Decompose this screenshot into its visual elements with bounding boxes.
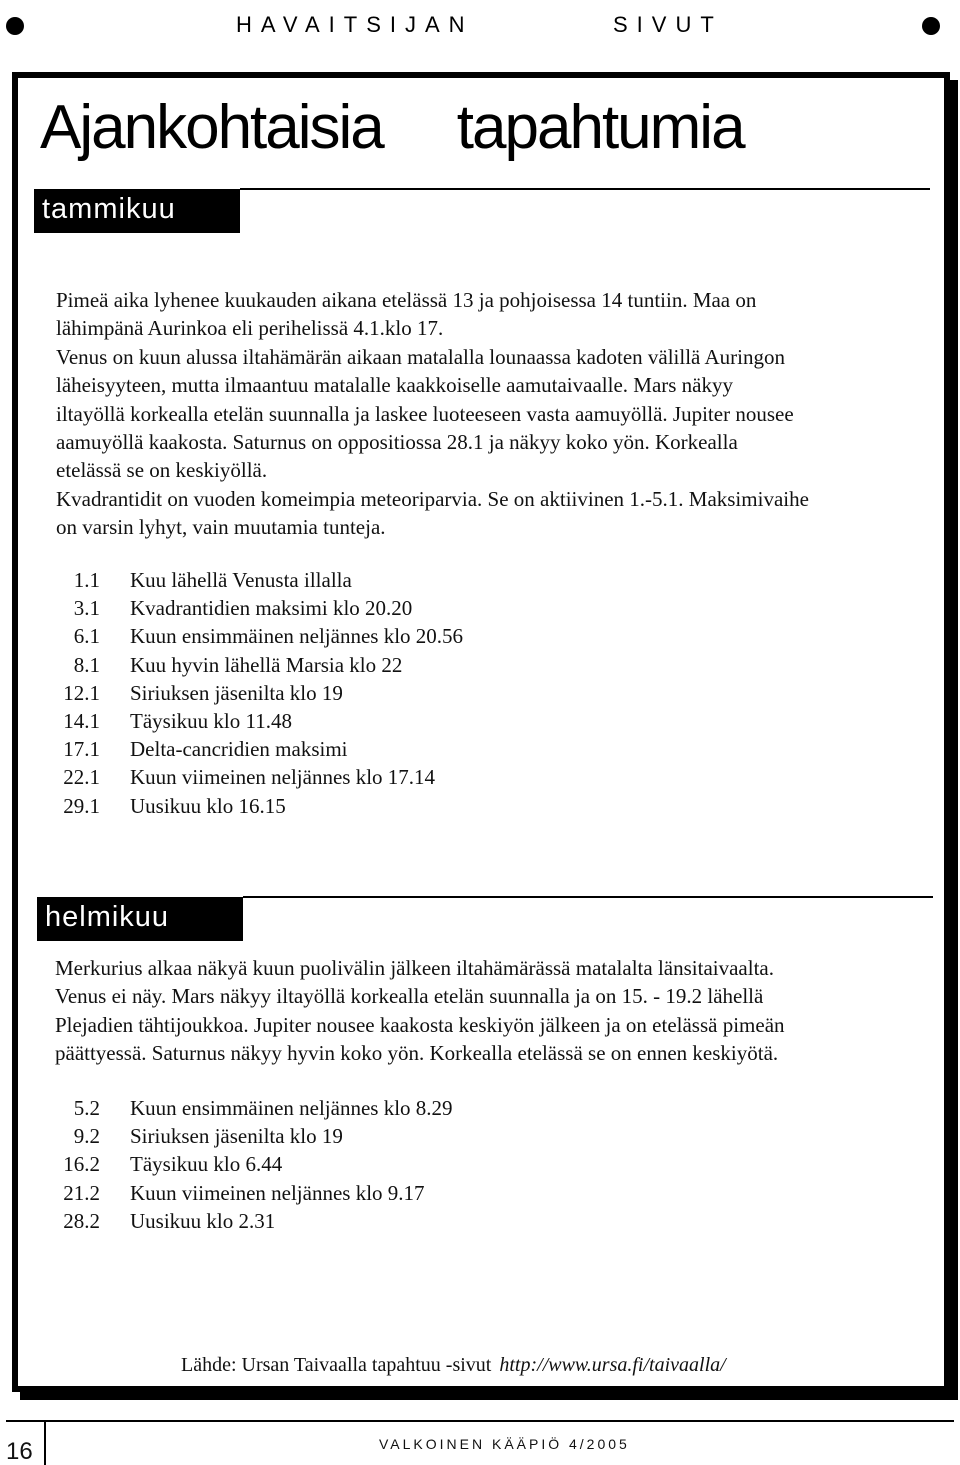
paragraph-line: Kvadrantidit on vuoden komeimpia meteoriparvia. Se on aktiivinen 1.-5.1. Maksimivaihe: [56, 486, 809, 511]
magazine-name: VALKOINEN KÄÄPIÖ 4/2005: [379, 1436, 630, 1452]
bullet-icon: [922, 17, 940, 35]
paragraph-line: Plejadien tähtijoukkoa. Jupiter nousee kaakosta keskiyön jälkeen ja on etelässä pimeän: [55, 1012, 785, 1037]
paragraph-line: aamuyöllä kaakosta. Saturnus on oppositiossa 28.1 ja näkyy koko yön. Korkealla: [56, 430, 738, 455]
event-date: 17.1: [63, 737, 100, 762]
event-date: 12.1: [63, 680, 100, 705]
list-item: [54, 1179, 453, 1207]
event-date: 21.2: [63, 1180, 100, 1205]
event-text: Delta-cancridien maksimi: [130, 737, 348, 762]
list-item: [54, 1207, 453, 1235]
header-right-word: SIVUT: [613, 12, 723, 37]
event-date: 28.2: [63, 1208, 100, 1233]
list-item: [54, 651, 463, 679]
event-date: 6.1: [73, 624, 100, 649]
paragraph-line: etelässä se on keskiyöllä.: [56, 458, 268, 483]
paragraph-line: Venus on kuun alussa iltahämärän aikaan matalalla lounaassa kadoten välillä Auringon: [56, 344, 785, 369]
paragraph-line: on varsin lyhyt, vain muutamia tunteja.: [56, 515, 386, 540]
source-label: Lähde: Ursan Taivaalla tapahtuu -sivut: [181, 1354, 492, 1376]
event-date: 1.1: [73, 568, 100, 592]
list-item: [54, 707, 463, 735]
list-item: [54, 1094, 453, 1122]
list-item: [54, 622, 463, 650]
event-date: 16.2: [63, 1152, 100, 1177]
header-left-word: HAVAITSIJAN: [236, 12, 474, 37]
page-number-divider: [44, 1422, 46, 1465]
paragraph-line: Pimeä aika lyhenee kuukauden aikana etelässä 13 ja pohjoisessa 14 tuntiin. Maa on: [56, 288, 757, 312]
event-date: 5.2: [73, 1096, 100, 1120]
event-date: 22.1: [63, 765, 100, 790]
february-event-list: [54, 1094, 453, 1235]
paragraph-line: päättyessä. Saturnus näkyy hyvin koko yön. Korkealla etelässä se on ennen keskiyötä.: [55, 1041, 779, 1066]
list-item: [54, 594, 463, 622]
event-date: 8.1: [73, 652, 100, 677]
event-text: Täysikuu klo 11.48: [130, 709, 292, 734]
list-item: [54, 763, 463, 791]
january-paragraph: [56, 286, 936, 542]
february-paragraph: [55, 954, 941, 1068]
page-number: 16: [6, 1438, 33, 1465]
article-frame: [12, 72, 950, 1392]
event-date: 9.2: [73, 1124, 100, 1149]
event-text: Täysikuu klo 6.44: [130, 1152, 283, 1177]
event-text: Siriuksen jäsenilta klo 19: [130, 1124, 343, 1149]
list-item: [54, 1122, 453, 1150]
page-title: [40, 92, 744, 163]
event-text: Uusikuu klo 16.15: [130, 793, 286, 818]
section-heading-february: helmikuu: [37, 897, 243, 941]
title-word-1: Ajankohtaisia: [40, 93, 383, 162]
paragraph-line: läheisyyteen, mutta ilmaantuu matalalle kaakkoiselle aamutaivaalle. Mars näkyy: [56, 373, 734, 398]
list-item: [54, 1150, 453, 1178]
article-body: [16, 76, 946, 1388]
footer-rule: [6, 1420, 954, 1422]
list-item: [54, 735, 463, 763]
section-rule: [240, 188, 930, 190]
list-item: [54, 792, 463, 820]
section-rule: [243, 896, 933, 898]
list-item: [54, 679, 463, 707]
january-event-list: [54, 566, 463, 820]
event-text: Siriuksen jäsenilta klo 19: [130, 680, 343, 705]
event-text: Uusikuu klo 2.31: [130, 1208, 276, 1233]
paragraph-line: Venus ei näy. Mars näkyy iltayöllä korkealla etelän suunnalla ja on 15. - 19.2 lähellä: [55, 984, 764, 1009]
list-item: [54, 566, 463, 594]
event-text: Kuun viimeinen neljännes klo 17.14: [130, 765, 436, 790]
event-text: Kuu hyvin lähellä Marsia klo 22: [130, 652, 403, 677]
event-text: Kuun viimeinen neljännes klo 9.17: [130, 1180, 425, 1205]
paragraph-line: Merkurius alkaa näkyä kuun puolivälin jälkeen iltahämärässä matalalta länsitaivaalta.: [55, 956, 774, 980]
title-word-2: tapahtumia: [456, 93, 744, 162]
paragraph-line: lähimpänä Aurinkoa eli perihelissä 4.1.klo 17.: [56, 316, 444, 341]
event-date: 14.1: [63, 709, 100, 734]
event-text: Kuun ensimmäinen neljännes klo 20.56: [130, 624, 464, 649]
event-date: 29.1: [63, 793, 100, 818]
bullet-icon: [6, 17, 24, 35]
section-heading-january: tammikuu: [34, 189, 240, 233]
source-credit: [181, 1354, 726, 1377]
event-date: 3.1: [73, 596, 100, 621]
event-text: Kuun ensimmäinen neljännes klo 8.29: [130, 1096, 453, 1120]
paragraph-line: iltayöllä korkealla etelän suunnalla ja laskee luoteeseen vasta aamuyöllä. Jupiter nousee: [56, 401, 794, 426]
source-link[interactable]: http://www.ursa.fi/taivaalla/: [499, 1354, 726, 1376]
event-text: Kvadrantidien maksimi klo 20.20: [130, 596, 413, 621]
page-header: [0, 0, 960, 56]
event-text: Kuu lähellä Venusta illalla: [130, 568, 352, 592]
